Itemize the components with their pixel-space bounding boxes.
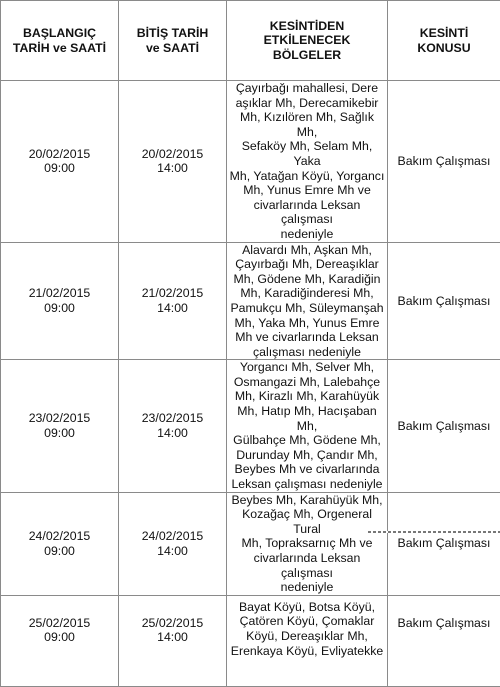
start-datetime-cell: 25/02/2015 09:00 bbox=[1, 595, 119, 686]
outage-topic-cell: Bakım Çalışması bbox=[388, 595, 500, 686]
affected-regions-cell: Beybes Mh, Karahüyük Mh, Kozağaç Mh, Orgeneral Tural Mh, Topraksarnıç Mh ve civarlarında Leksan çalışması nedeniyle bbox=[227, 492, 388, 595]
header-end-datetime: BİTİŞ TARİH ve SAATİ bbox=[119, 1, 227, 81]
outage-topic-cell: Bakım Çalışması bbox=[388, 492, 500, 595]
outage-topic-cell: Bakım Çalışması bbox=[388, 360, 500, 492]
table-row bbox=[1, 595, 500, 686]
affected-regions-cell: Alavardı Mh, Aşkan Mh, Çayırbağı Mh, Dereaşıklar Mh, Gödene Mh, Karadiğin Mh, Karadiğinderesi Mh, Pamukçu Mh, Süleymanşah Mh, Yaka Mh, Yunus Emre Mh ve civarlarında Leksan çalışması nedeniyle bbox=[227, 242, 388, 360]
start-datetime-cell: 21/02/2015 09:00 bbox=[1, 242, 119, 360]
start-datetime-cell: 24/02/2015 09:00 bbox=[1, 492, 119, 595]
outage-topic-cell: Bakım Çalışması bbox=[388, 242, 500, 360]
table-row bbox=[1, 360, 500, 492]
page-edge-artifact bbox=[368, 531, 500, 533]
end-datetime-cell: 25/02/2015 14:00 bbox=[119, 595, 227, 686]
table-row bbox=[1, 81, 500, 243]
affected-regions-cell: Yorgancı Mh, Selver Mh, Osmangazi Mh, Lalebahçe Mh, Kirazlı Mh, Karahüyük Mh, Hatıp Mh, Hacışaban Mh, Gülbahçe Mh, Gödene Mh, Durunday Mh, Çandır Mh, Beybes Mh ve civarlarında Leksan çalışması nedeniyle bbox=[227, 360, 388, 492]
end-datetime-cell: 24/02/2015 14:00 bbox=[119, 492, 227, 595]
header-outage-topic: KESİNTİ KONUSU bbox=[388, 1, 500, 81]
table-row bbox=[1, 242, 500, 360]
end-datetime-cell: 20/02/2015 14:00 bbox=[119, 81, 227, 243]
outage-topic-cell: Bakım Çalışması bbox=[388, 81, 500, 243]
affected-regions-cell: Bayat Köyü, Botsa Köyü, Çatören Köyü, Çomaklar Köyü, Dereaşıklar Mh, Erenkaya Köyü, Evliyatekke bbox=[227, 595, 388, 686]
header-row bbox=[1, 1, 500, 81]
header-start-datetime: BAŞLANGIÇ TARİH ve SAATİ bbox=[1, 1, 119, 81]
header-affected-regions: KESİNTİDEN ETKİLENECEK BÖLGELER bbox=[227, 1, 388, 81]
end-datetime-cell: 23/02/2015 14:00 bbox=[119, 360, 227, 492]
end-datetime-cell: 21/02/2015 14:00 bbox=[119, 242, 227, 360]
table-row bbox=[1, 492, 500, 595]
start-datetime-cell: 20/02/2015 09:00 bbox=[1, 81, 119, 243]
start-datetime-cell: 23/02/2015 09:00 bbox=[1, 360, 119, 492]
affected-regions-cell: Çayırbağı mahallesi, Dere aşıklar Mh, Derecamikebir Mh, Kızılören Mh, Sağlık Mh, Sefaköy Mh, Selam Mh, Yaka Mh, Yatağan Köyü, Yorgancı Mh, Yunus Emre Mh ve civarlarında Leksan çalışması nedeniyle bbox=[227, 81, 388, 243]
